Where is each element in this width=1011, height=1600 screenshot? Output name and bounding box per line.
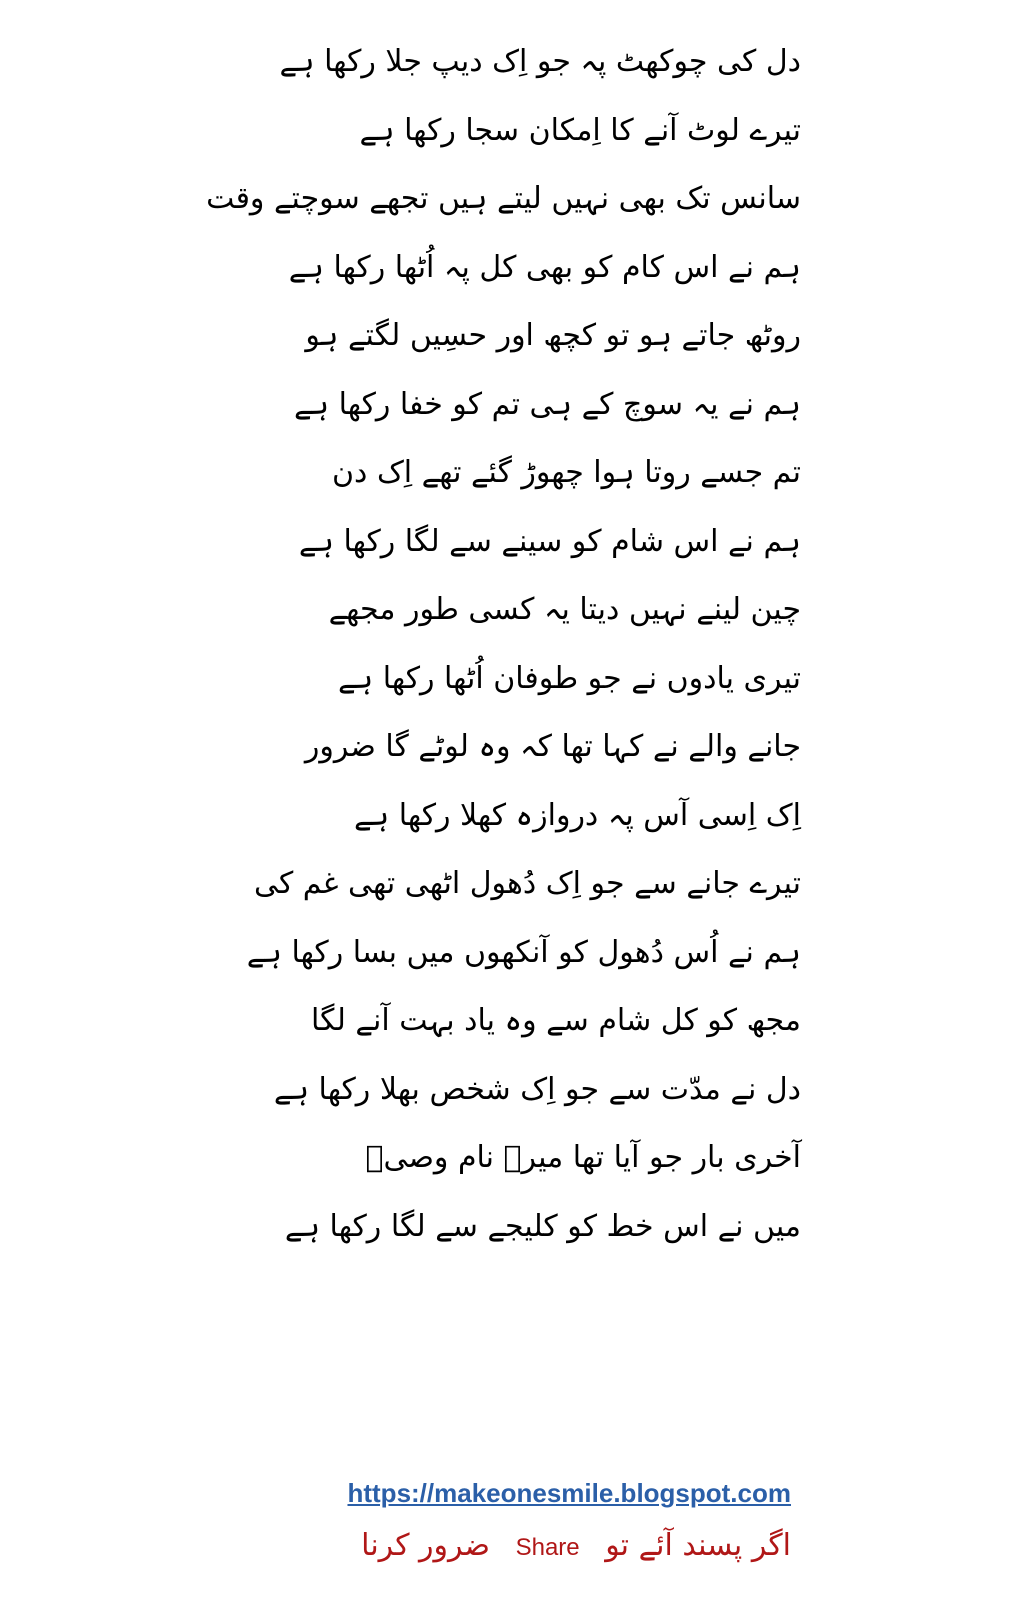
poem-line: ہم نے اس شام کو سینے سے لگا رکھا ہے (298, 523, 801, 559)
share-call-to-action (361, 1528, 791, 1563)
poem-line: تیرے جانے سے جو اِک دُھول اٹھی تھی غم کی (253, 866, 801, 901)
poem-line: ہم نے اُس دُھول کو آنکھوں میں بسا رکھا ہے (246, 934, 801, 970)
poem-line: ہم نے اس کام کو بھی کل پہ اُٹھا رکھا ہے (288, 249, 801, 285)
poem-line: جانے والے نے کہا تھا کہ وہ لوٹے گا ضرور (304, 729, 801, 764)
poem (206, 28, 801, 1261)
poem-line: چین لینے نہیں دیتا یہ کسی طور مجھے (328, 592, 801, 627)
blog-url-link[interactable]: https://makeonesmile.blogspot.com (347, 1478, 791, 1508)
poem-line: ہم نے یہ سوچ کے ہی تم کو خفا رکھا ہے (293, 386, 801, 422)
poem-line: دل کی چوکھٹ پہ جو اِک دیپ جلا رکھا ہے (279, 44, 801, 79)
poem-line: سانس تک بھی نہیں لیتے ہیں تجھے سوچتے وقت (206, 181, 801, 216)
poem-line: تم جسے روتا ہوا چھوڑ گئے تھے اِک دن (332, 455, 801, 490)
share-word: Share (515, 1534, 580, 1561)
poem-line: روٹھ جاتے ہو تو کچھ اور حسِیں لگتے ہو (305, 318, 801, 353)
cta-text-before: اگر پسند آئے تو (605, 1528, 791, 1563)
poem-line: آخری بار جو آیا تھا میرے نام وصیؔ (365, 1140, 801, 1175)
poem-line: اِک اِسی آس پہ دروازہ کھلا رکھا ہے (354, 797, 801, 833)
cta-text-after: ضرور کرنا (361, 1528, 491, 1563)
poem-line: مجھ کو کل شام سے وہ یاد بہت آنے لگا (311, 1003, 801, 1038)
poem-line: تیری یادوں نے جو طوفان اُٹھا رکھا ہے (338, 660, 801, 696)
poem-line: میں نے اس خط کو کلیجے سے لگا رکھا ہے (284, 1208, 801, 1244)
poem-line: دل نے مدّت سے جو اِک شخص بھلا رکھا ہے (273, 1071, 801, 1107)
poem-line: تیرے لوٹ آنے کا اِمکان سجا رکھا ہے (359, 112, 801, 148)
